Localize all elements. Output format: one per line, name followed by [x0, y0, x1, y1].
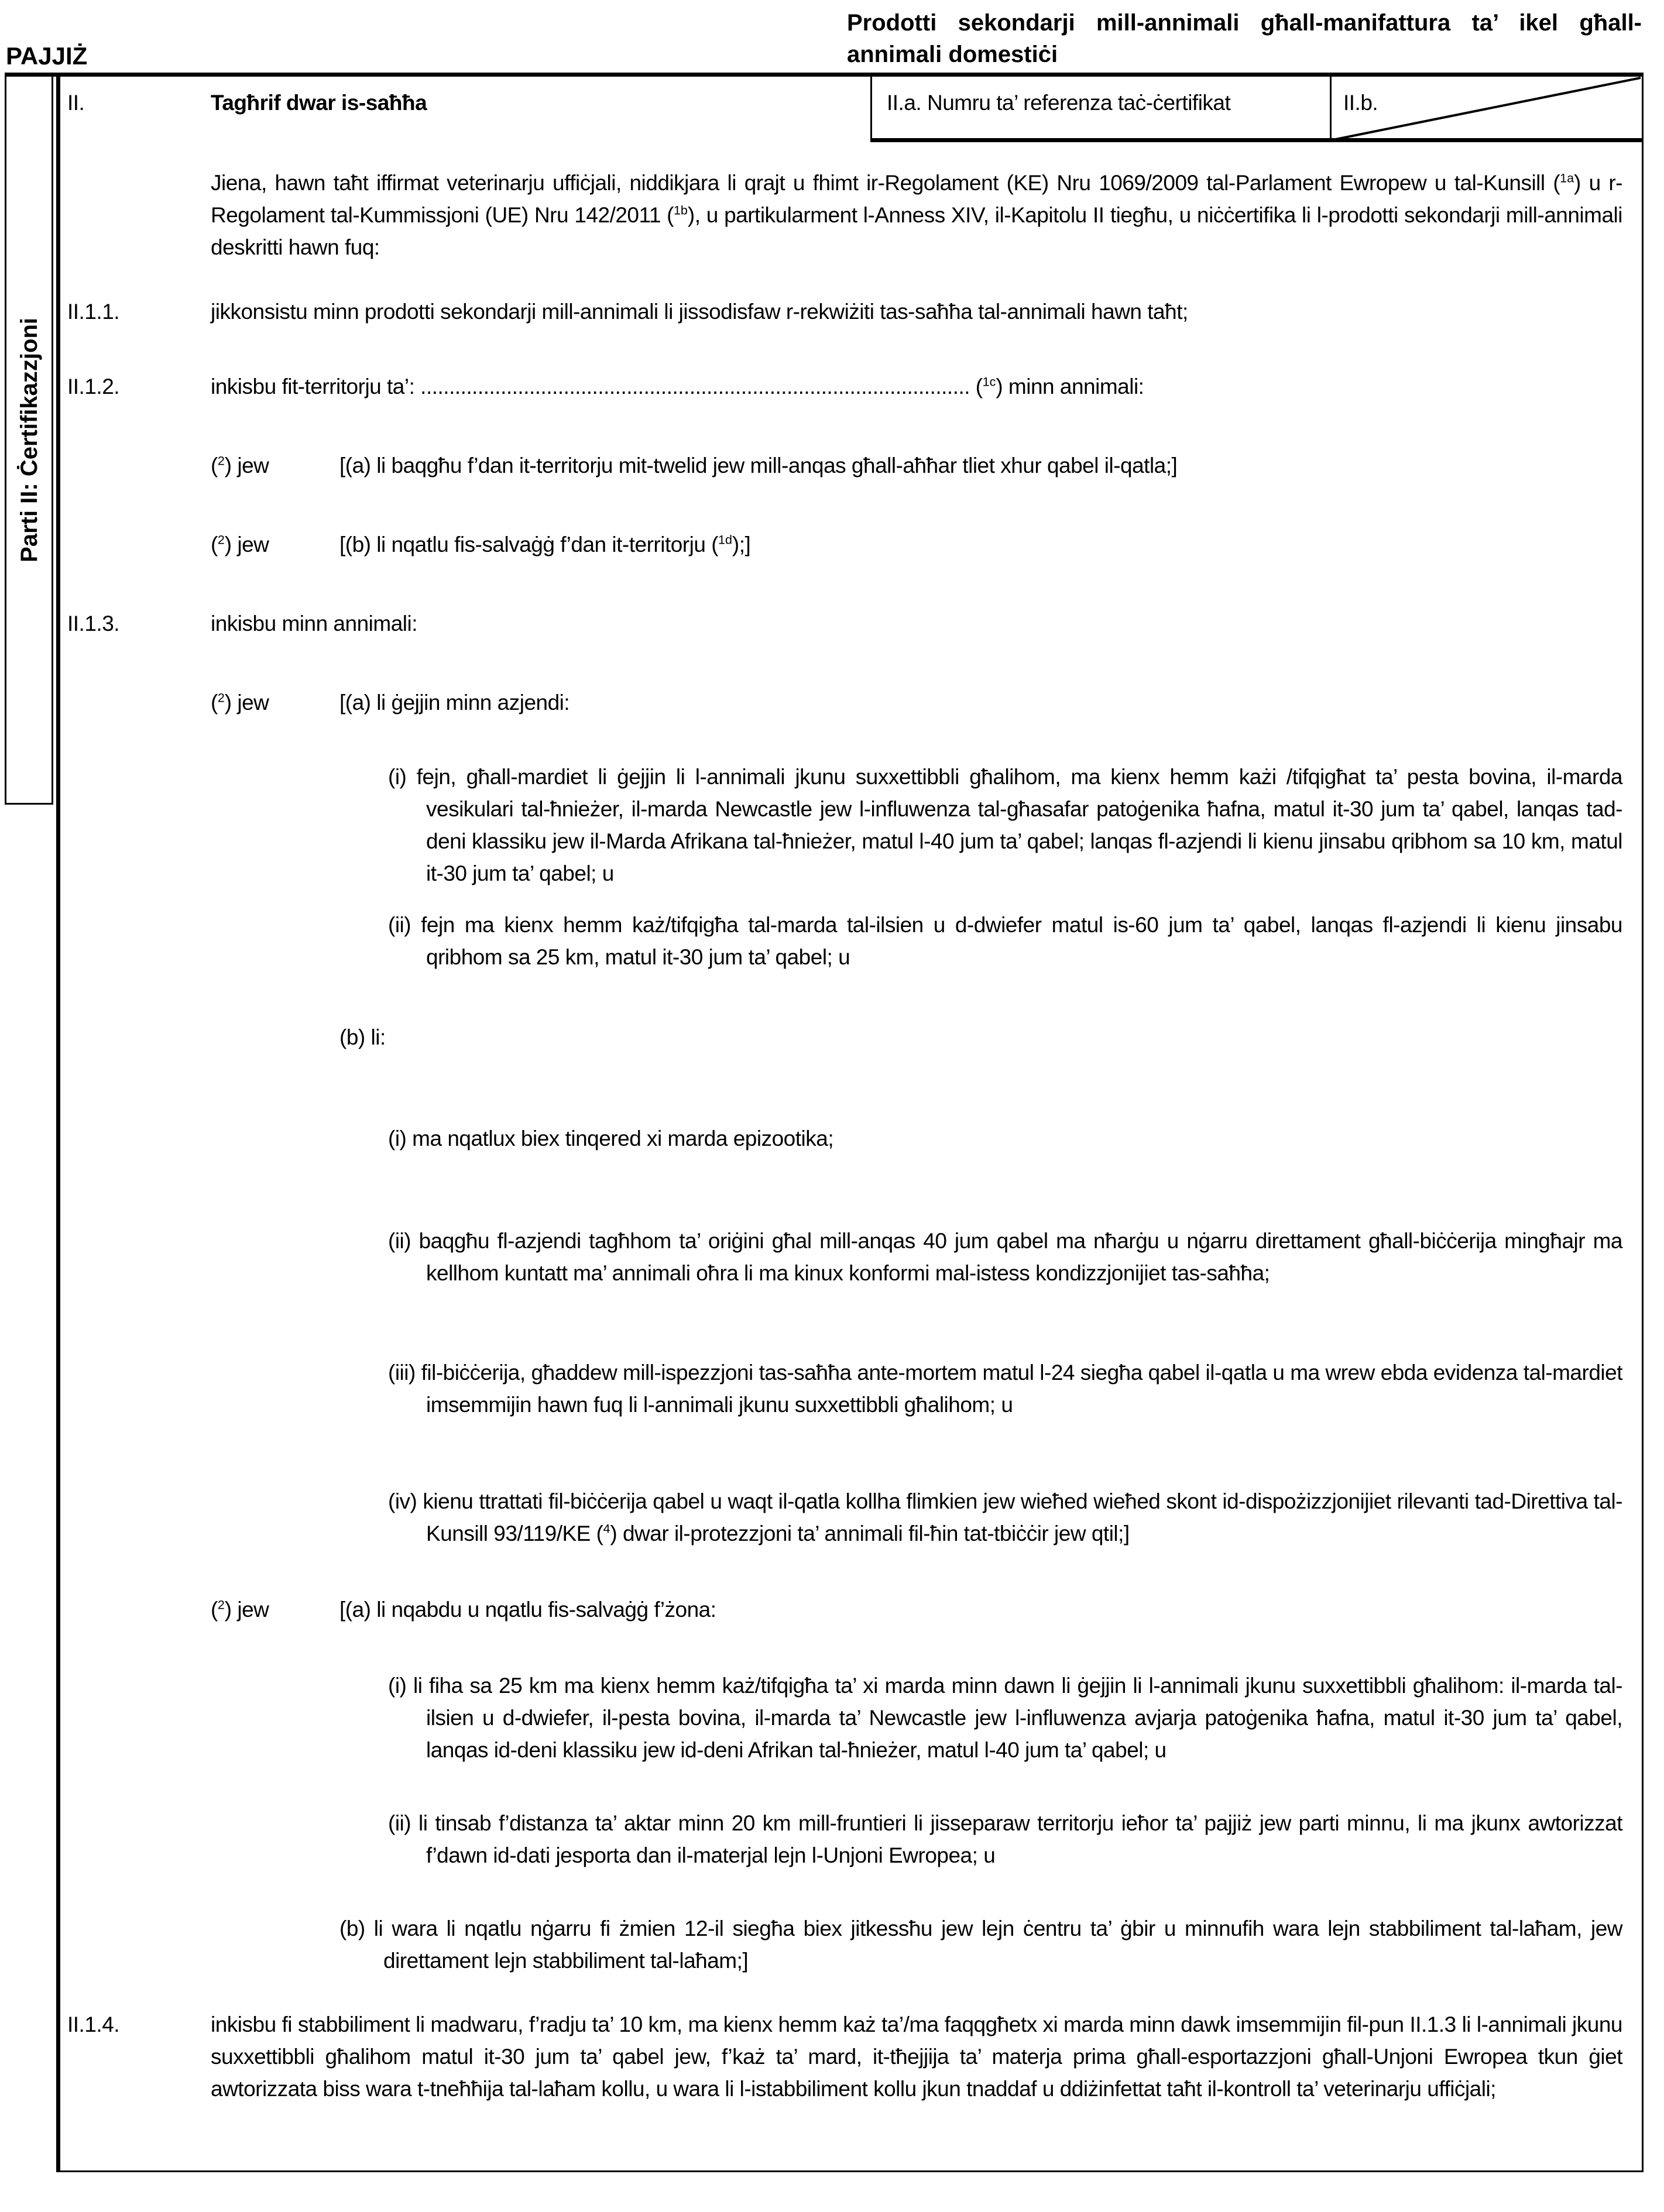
part-ii-sidebar [5, 77, 53, 805]
clause-text: inkisbu fi stabbiliment li madwaru, f’radju ta’ 10 km, ma kienx hemm każ ta’/ma faqqgħetx xi marda minn dawk imsemmijin fil-pun II.1.3 li l-annimali jkunu suxxettibbli għalihom matul it-30 jum ta’ qabel jew, f’każ ta’ mard, it-tħejjija ta’ materja prima għall-esportazzjoni għall-Unjoni Ewropea tkun ġiet awtorizzata biss wara t-tneħħija tal-laħam kollu, u wara li l-istabbiliment kollu jkun tnaddaf u ddiżinfettat taħt il-kontroll ta’ veterinarju uffiċjali; [211, 2012, 1622, 2101]
territory-blank-field[interactable]: inkisbu fit-territorju ta’: ................................................................................................ ($^{1c}$) minn annimali: [211, 375, 1144, 399]
clause-number: II.1.4. [67, 2012, 120, 2036]
subclause-text: (i) ma nqatlux biex tinqered xi marda epizootika; [388, 1126, 834, 1150]
document-title: Prodotti sekondarji mill-annimali għall-manifattura ta’ ikel għall-annimali domestiċi [847, 10, 1642, 67]
option-marker: ($^2$) jew [211, 691, 269, 715]
subclause-text: (b) li: [339, 1025, 386, 1049]
header-certificate-reference-label: II.a. Numru ta’ referenza taċ-ċertifikat [887, 91, 1231, 115]
option-text: [(a) li baqgħu f’dan it-territorju mit-twelid jew mill-anqas għall-aħħar tliet xhur qabel il-qatla;] [339, 454, 1178, 478]
subclause-text: (iv) kienu ttrattati fil-biċċerija qabel u waqt il-qatla kollha flimkien jew wieħed wieħed skont id-dispożizzjonijiet rilevanti tad-Direttiva tal-Kunsill 93/119/KE ($^4$) dwar il-protezzjoni ta’ annimali fil-ħin tat-tbiċċir jew qtil;] [388, 1489, 1622, 1545]
clause-number: II.1.3. [67, 612, 120, 636]
clause-text: inkisbu minn annimali: [211, 612, 418, 636]
header-divider-1 [870, 77, 872, 138]
certificate-table [56, 73, 1644, 2172]
top-rule [5, 73, 56, 77]
country-label: PAJJIŻ [6, 42, 88, 70]
intro-declaration-text: Jiena, hawn taħt iffirmat veterinarju uffiċjali, niddikjara li qrajt u fhimt ir-Regolament (KE) Nru 1069/2009 tal-Parlament Ewropew u tal-Kunsill ($^{1a}$) u r-Regolament tal-Kummissjoni (UE) Nru 142/2011 ($^{1b}$), u partikularment l-Anness XIV, il-Kapitolu II tiegħu, u niċċertifika li l-prodotti sekondarji mill-annimali deskritti hawn fuq: [211, 171, 1622, 259]
subclause-text: (i) fejn, għall-mardiet li ġejjin li l-annimali jkunu suxxettibbli għalihom, ma kienx hemm każi /tifqigħat ta’ pesta bovina, il-marda vesikulari tal-ħnieżer, il-marda Newcastle jew l-influwenza tal-għasafar patoġenika ħafna, matul it-30 jum ta’ qabel, lanqas tad-deni klassiku jew il-Marda Afrikana tal-ħnieżer, matul l-40 jum ta’ qabel; lanqas fl-azjendi li kienu jinsabu qribhom sa 10 km, matul it-30 jum ta’ qabel; u [388, 765, 1622, 885]
header-iib-label: II.b. [1343, 91, 1378, 115]
subclause-text: (iii) fil-biċċerija, għaddew mill-ispezzjoni tas-saħħa ante-mortem matul l-24 siegħa qabel il-qatla u ma wrew ebda evidenza tal-mardiet imsemmijin hawn fuq li l-annimali jkunu suxxettibbli għalihom; u [388, 1361, 1622, 1417]
option-marker: ($^2$) jew [211, 454, 269, 478]
option-marker: ($^2$) jew [211, 533, 269, 557]
option-marker: ($^2$) jew [211, 1598, 269, 1622]
header-section-title: Tagħrif dwar is-saħħa [211, 91, 427, 115]
option-text: [(a) li ġejjin minn azjendi: [339, 691, 570, 715]
option-text: [(a) li nqabdu u nqatlu fis-salvaġġ f’żona: [339, 1598, 716, 1622]
header-section-number: II. [67, 91, 85, 115]
iib-diagonal-strikethrough [1332, 77, 1642, 141]
option-text: [(b) li nqatlu fis-salvaġġ f’dan it-territorju ($^{1d}$);] [339, 533, 751, 557]
subclause-text: (b) li wara li nqatlu nġarru fi żmien 12-il siegħa biex jitkessħu jew lejn ċentru ta’ ġbir u minnufih wara lejn stabbiliment tal-laħam, jew direttament lejn stabbiliment tal-laħam;] [339, 1916, 1622, 1973]
subclause-text: (ii) fejn ma kienx hemm każ/tifqigħa tal-marda tal-ilsien u d-dwiefer matul is-60 jum ta’ qabel, lanqas fl-azjendi li kienu jinsabu qribhom sa 25 km, matul it-30 jum ta’ qabel; u [388, 913, 1622, 969]
clause-text: jikkonsistu minn prodotti sekondarji mill-annimali li jissodisfaw r-rekwiżiti tas-saħħa tal-annimali hawn taħt; [211, 300, 1188, 324]
sidebar-label: Parti II: Ċertifikazzjoni [16, 317, 42, 562]
clause-number: II.1.2. [67, 375, 120, 399]
clause-number: II.1.1. [67, 300, 120, 324]
subclause-text: (ii) baqgħu fl-azjendi tagħhom ta’ oriġini għal mill-anqas 40 jum qabel ma nħarġu u nġarru direttament għall-biċċerija mingħajr ma kellhom kuntatt ma’ annimali oħra li ma kinux konformi mal-istess kondizzjonijiet tas-saħħa; [388, 1229, 1622, 1285]
subclause-text: (i) li fiha sa 25 km ma kienx hemm każ/tifqigħa ta’ xi marda minn dawn li ġejjin li l-annimali jkunu suxxettibbli għalihom: il-marda tal-ilsien u d-dwiefer, il-pesta bovina, il-marda ta’ Newcastle jew l-influwenza avjarja patoġenika ħafna, matul it-30 jum ta’ qabel, lanqas id-deni klassiku jew id-deni Afrikan tal-ħnieżer, matul l-40 jum ta’ qabel; u [388, 1674, 1622, 1762]
subclause-text: (ii) li tinsab f’distanza ta’ aktar minn 20 km mill-fruntieri li jisseparaw territorju ieħor ta’ pajjiż jew parti minnu, li ma jkunx awtorizzat f’dawn id-dati jesporta dan il-materjal lejn l-Unjoni Ewropea; u [388, 1811, 1622, 1867]
